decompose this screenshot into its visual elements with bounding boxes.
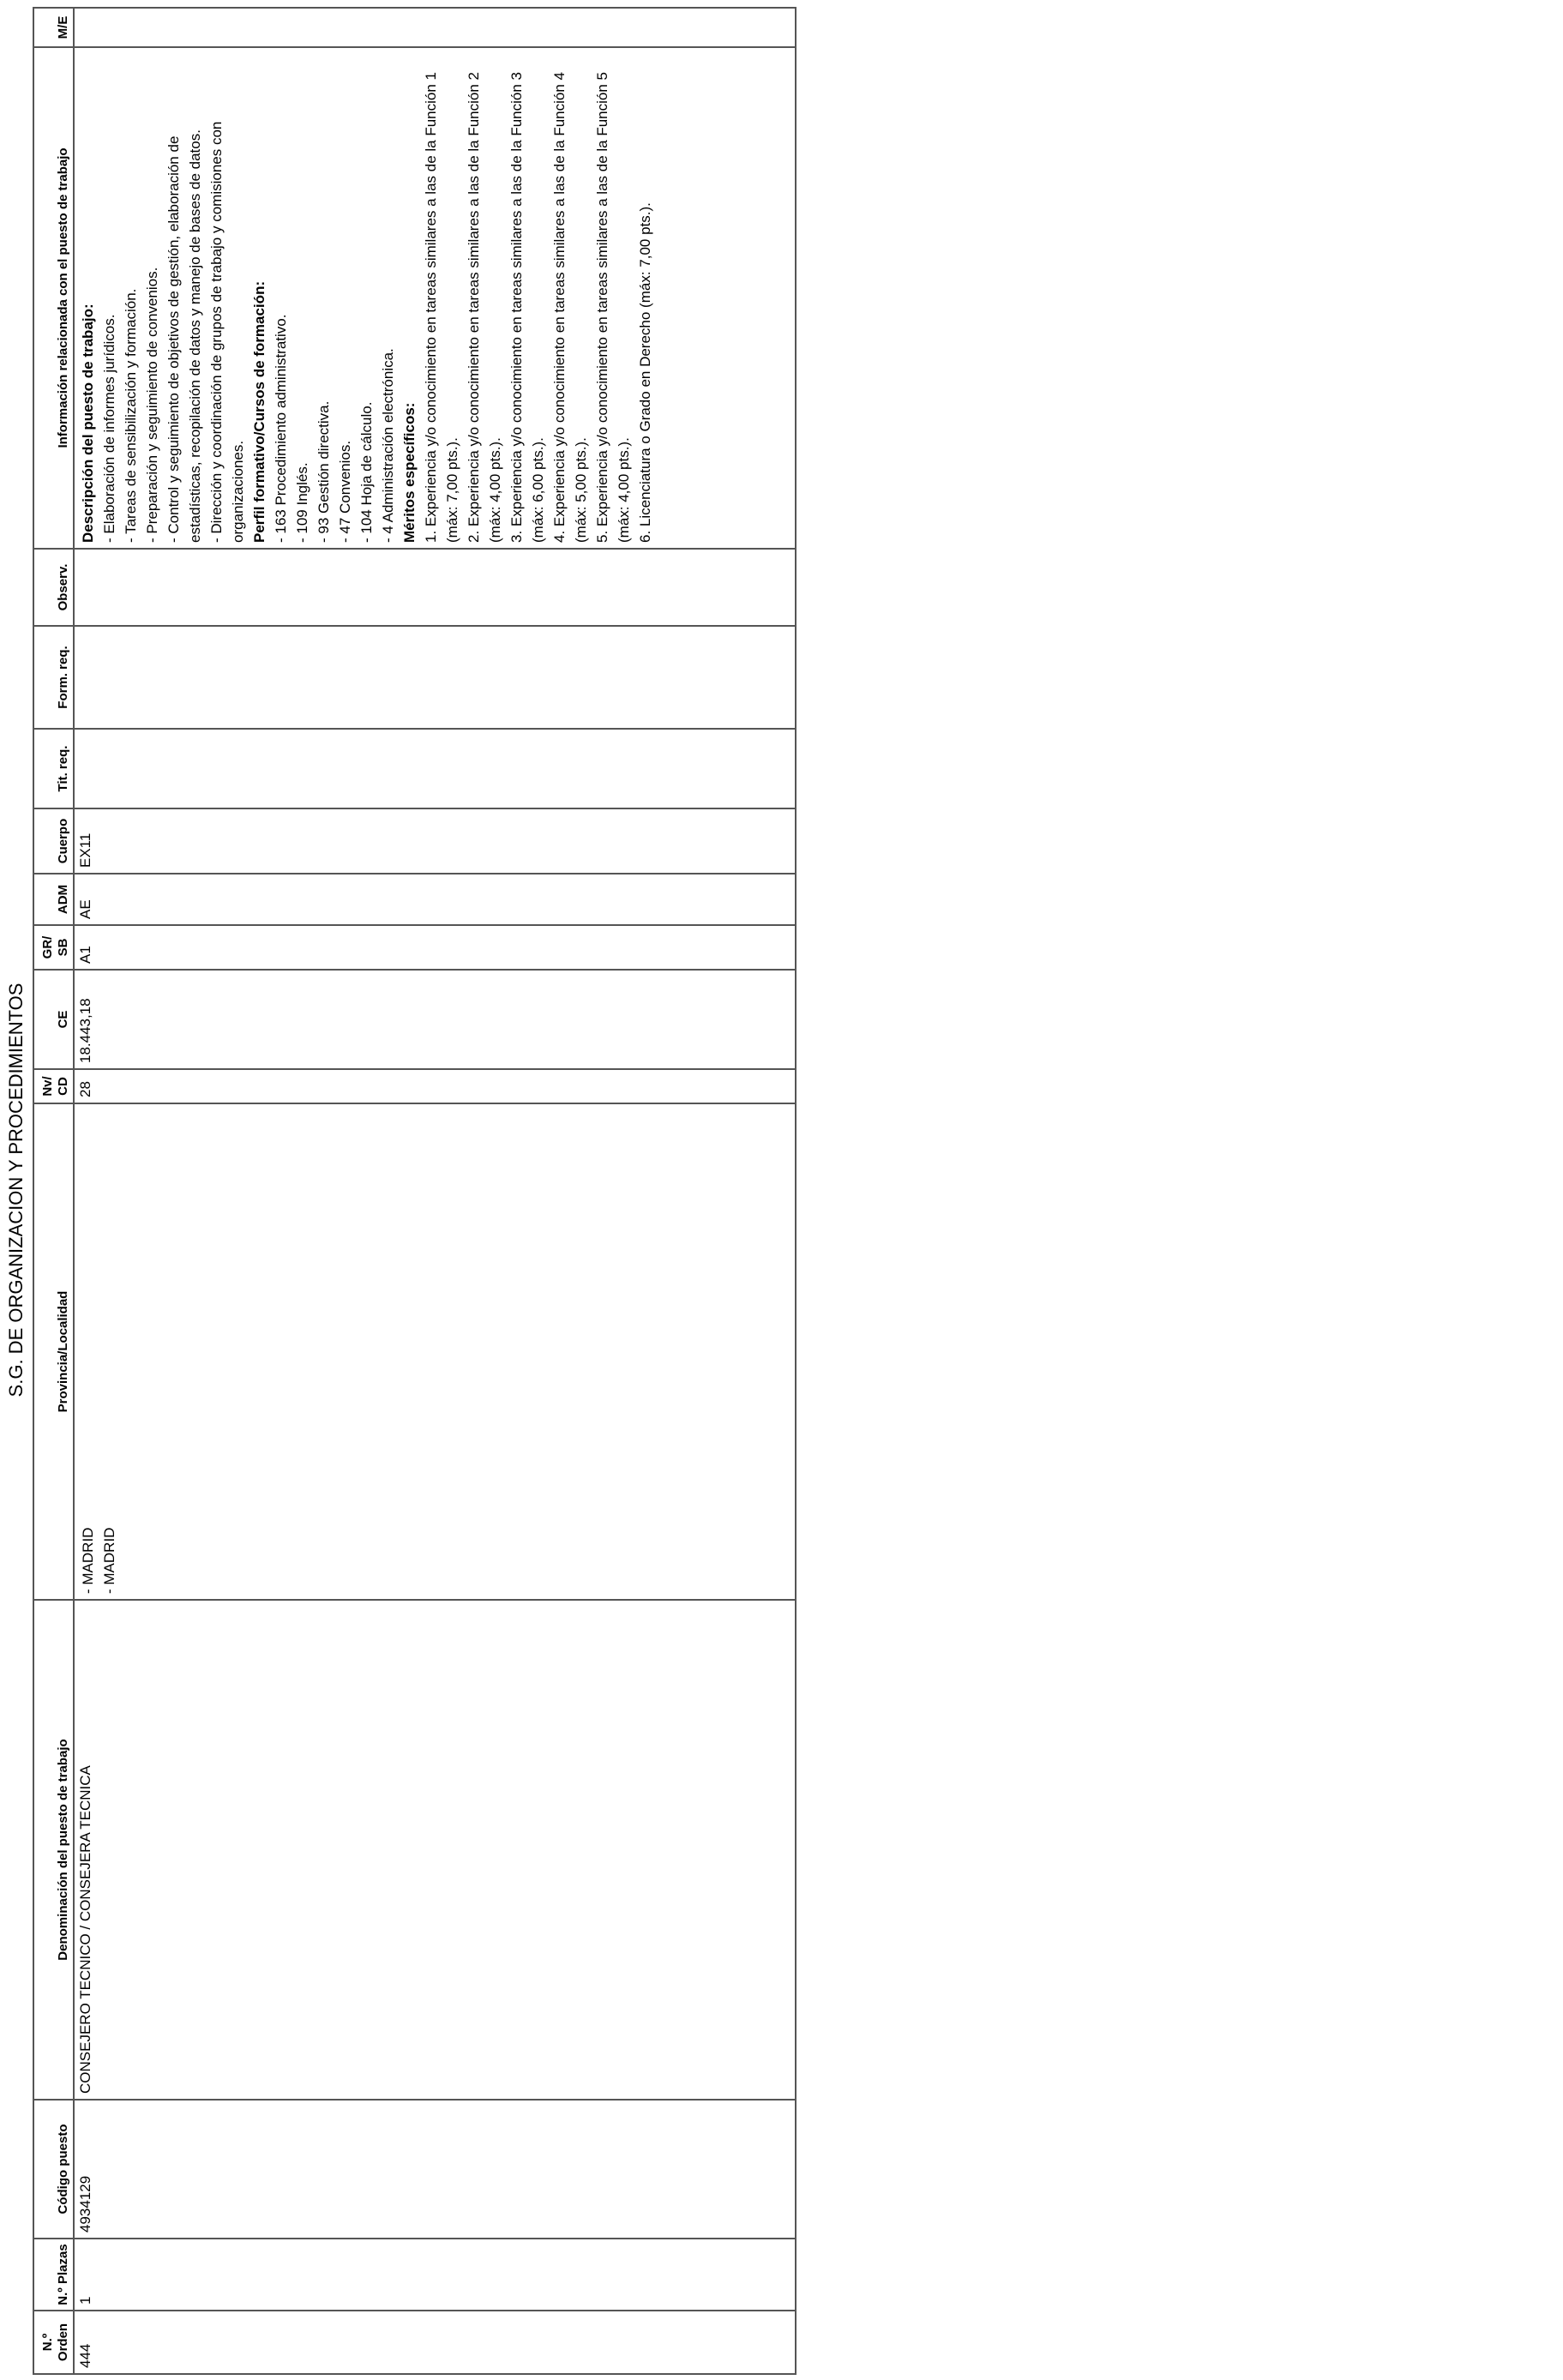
perfil-item: - 163 Procedimiento administrativo. — [273, 314, 289, 543]
descripcion-item: - Preparación y seguimiento de convenios. — [144, 267, 160, 543]
header-provincia: Provincia/Localidad — [33, 1103, 74, 1600]
header-form-req: Form. req. — [33, 626, 74, 729]
job-positions-table — [33, 7, 797, 2375]
localidad-line: - MADRID — [101, 1527, 117, 1594]
cell-plazas: 1 — [74, 2239, 796, 2311]
header-codigo: Código puesto — [33, 2100, 74, 2239]
cell-observ — [74, 549, 796, 626]
merito-item: 3. Experiencia y/o conocimiento en tareas similares a las de la Función 3 (máx: 6,00 pts.). — [508, 71, 546, 543]
descripcion-item: - Control y seguimiento de objetivos de gestión, elaboración de estadísticas, recopilación de datos y manejo de bases de datos. — [165, 129, 203, 543]
cell-cuerpo: EX11 — [74, 808, 796, 874]
header-info: Información relacionada con el puesto de trabajo — [33, 47, 74, 549]
header-ce: CE — [33, 970, 74, 1069]
merito-item: 6. Licenciatura o Grado en Derecho (máx: 7,00 pts.). — [637, 202, 653, 543]
perfil-item: - 104 Hoja de cálculo. — [358, 401, 375, 543]
header-nv-cd: Nv/ CD — [33, 1069, 74, 1103]
header-observ: Observ. — [33, 549, 74, 626]
provincia-line: - MADRID — [80, 1527, 96, 1594]
header-tit-req: Tit. req. — [33, 729, 74, 808]
cell-form-req — [74, 626, 796, 729]
merito-item: 5. Experiencia y/o conocimiento en tareas similares a las de la Función 5 (máx: 4,00 pts.). — [594, 71, 632, 543]
table-header-row — [33, 8, 74, 2374]
cell-gr-sb: A1 — [74, 925, 796, 970]
cell-info — [74, 47, 796, 549]
header-cuerpo: Cuerpo — [33, 808, 74, 874]
perfil-item: - 4 Administración electrónica. — [380, 348, 396, 543]
descripcion-title: Descripción del puesto de trabajo: — [80, 304, 96, 543]
merito-item: 4. Experiencia y/o conocimiento en tareas similares a las de la Función 4 (máx: 5,00 pts.). — [551, 71, 589, 543]
descripcion-item: - Dirección y coordinación de grupos de trabajo y comisiones con organizaciones. — [208, 121, 246, 543]
header-adm: ADM — [33, 874, 74, 925]
cell-denominacion: CONSEJERO TECNICO / CONSEJERA TECNICA — [74, 1600, 796, 2100]
header-gr-sb: GR/ SB — [33, 925, 74, 970]
merito-item: 2. Experiencia y/o conocimiento en tareas similares a las de la Función 2 (máx: 4,00 pts.). — [466, 71, 503, 543]
header-orden: N.º Orden — [33, 2311, 74, 2374]
cell-nv-cd: 28 — [74, 1069, 796, 1103]
table-row — [74, 8, 796, 2374]
header-me: M/E — [33, 8, 74, 47]
cell-me — [74, 8, 796, 47]
meritos-title: Méritos específicos: — [401, 402, 418, 543]
cell-adm: AE — [74, 874, 796, 925]
perfil-item: - 109 Inglés. — [294, 462, 310, 543]
perfil-item: - 93 Gestión directiva. — [316, 400, 332, 543]
perfil-title: Perfil formativo/Cursos de formación: — [251, 280, 268, 543]
cell-ce: 18.443,18 — [74, 970, 796, 1069]
cell-orden: 444 — [74, 2311, 796, 2374]
cell-codigo: 4934129 — [74, 2100, 796, 2239]
header-denominacion: Denominación del puesto de trabajo — [33, 1600, 74, 2100]
cell-provincia — [74, 1103, 796, 1600]
header-plazas: N.º Plazas — [33, 2239, 74, 2311]
descripcion-item: - Elaboración de informes jurídicos. — [101, 314, 117, 543]
cell-tit-req — [74, 729, 796, 808]
merito-item: 1. Experiencia y/o conocimiento en tareas similares a las de la Función 1 (máx: 7,00 pts.). — [423, 71, 460, 543]
section-title: S.G. DE ORGANIZACION Y PROCEDIMIENTOS — [5, 983, 27, 1397]
perfil-item: - 47 Convenios. — [337, 440, 353, 543]
descripcion-item: - Tareas de sensibilización y formación. — [123, 288, 139, 543]
